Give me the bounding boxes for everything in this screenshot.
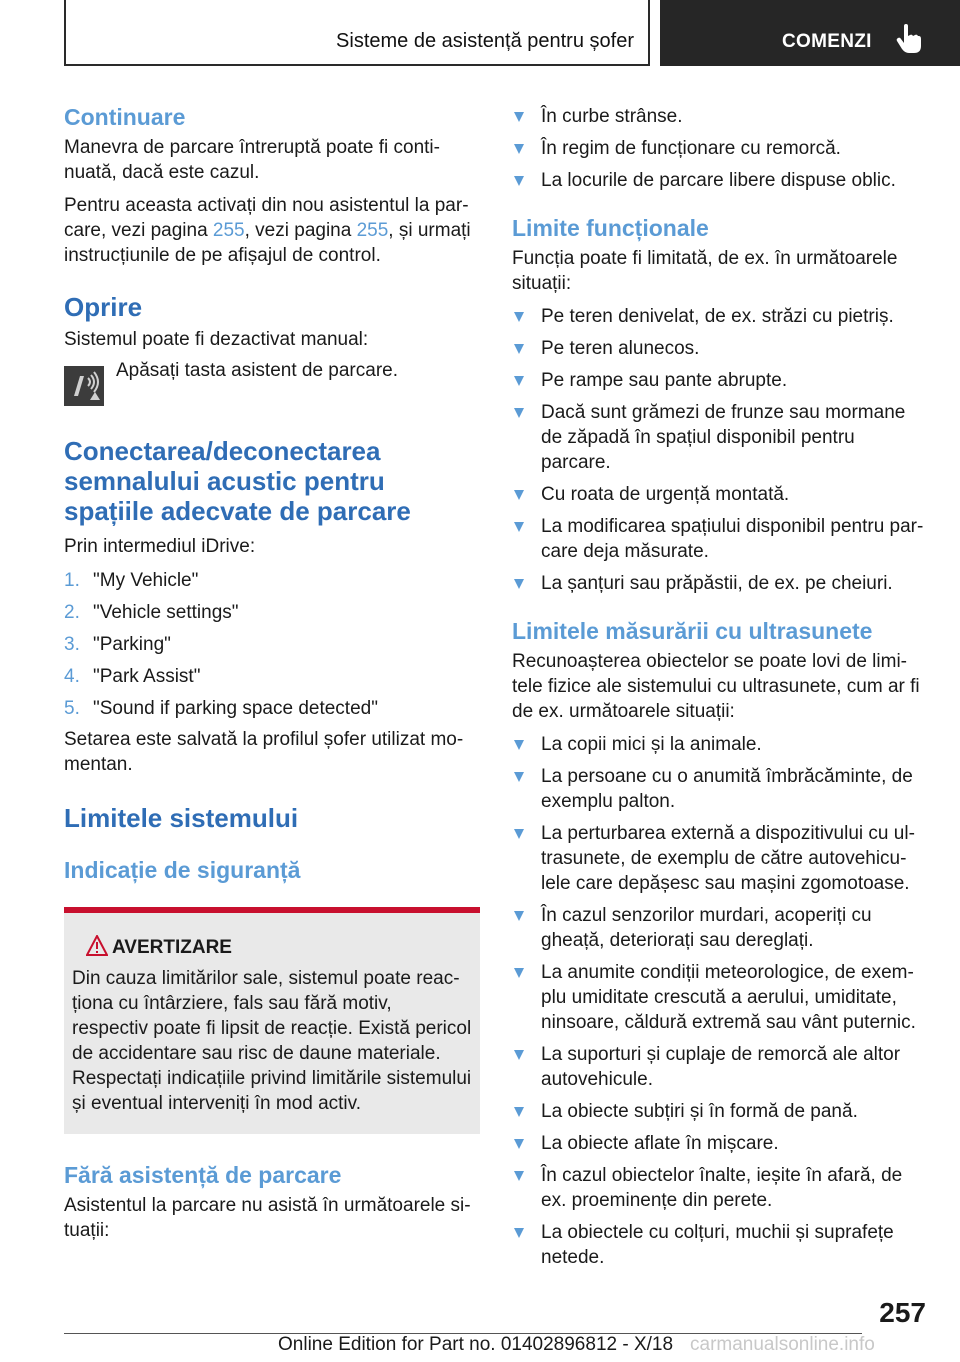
list-item-text: Pe teren alunecos. xyxy=(541,338,700,359)
list-item xyxy=(64,664,480,689)
bullet-triangle-icon xyxy=(514,344,524,354)
active-tab-comenzi[interactable] xyxy=(660,0,960,66)
list-item-text: Dacă sunt grămezi de frunze sau mormane de zăpadă în spațiul disponibil pentru parcare. xyxy=(541,402,906,473)
continuare-paragraph-2 xyxy=(64,193,480,268)
heading-conectarea: Conectarea/deconectarea semnalului acustic pentru spațiile adecvate de parcare xyxy=(64,436,411,526)
list-item xyxy=(64,568,480,593)
bullet-triangle-icon xyxy=(514,522,524,532)
list-item xyxy=(512,960,928,1035)
bullet-triangle-icon xyxy=(514,740,524,750)
list-item-text: La obiectele cu colțuri, muchii și suprafețe netede. xyxy=(541,1222,894,1268)
pointing-hand-icon xyxy=(896,24,922,54)
list-item xyxy=(512,168,928,193)
list-item-text: La șanțuri sau prăpăstii, de ex. pe cheiuri. xyxy=(541,573,893,594)
warning-triangle-icon xyxy=(86,935,108,957)
list-item xyxy=(64,600,480,625)
step-number: 2. xyxy=(64,602,80,623)
list-item xyxy=(64,632,480,657)
list-item-text: În cazul senzorilor murdari, acoperiți cu gheață, deteriorați sau dereglați. xyxy=(541,905,872,951)
step-number: 1. xyxy=(64,570,80,591)
bullet-triangle-icon xyxy=(514,829,524,839)
bullet-triangle-icon xyxy=(514,911,524,921)
left-column xyxy=(64,100,480,1243)
oprire-action-row xyxy=(64,358,480,414)
page-header xyxy=(0,0,960,66)
list-item xyxy=(512,732,928,757)
heading-fara-asistenta: Fără asistență de parcare xyxy=(64,1162,342,1188)
bullet-triangle-icon xyxy=(514,1228,524,1238)
setarea-paragraph: Setarea este salvată la profilul șofer utilizat momentan. xyxy=(64,729,464,775)
warning-title-text: AVERTIZARE xyxy=(112,937,232,958)
list-item-text: La obiecte aflate în mișcare. xyxy=(541,1133,779,1154)
fara-paragraph: Asistentul la parcare nu asistă în următoarele situații: xyxy=(64,1195,471,1241)
list-item xyxy=(512,1042,928,1092)
list-item xyxy=(512,1163,928,1213)
bullet-triangle-icon xyxy=(514,176,524,186)
list-item-text: La suporturi și cuplaje de remorcă ale altor autovehicule. xyxy=(541,1044,901,1090)
heading-limitele-masurarii: Limitele măsurării cu ultrasunete xyxy=(512,618,873,644)
list-item-text: La obiecte subțiri și în formă de pană. xyxy=(541,1101,858,1122)
bullet-triangle-icon xyxy=(514,772,524,782)
step-number: 4. xyxy=(64,666,80,687)
list-item xyxy=(512,764,928,814)
text-span: Pentru aceasta activați din nou asistentul la parcare, vezi pagina xyxy=(64,195,469,241)
bullet-triangle-icon xyxy=(514,968,524,978)
list-item xyxy=(512,514,928,564)
park-assist-button-icon xyxy=(64,366,104,406)
list-item-text: La modificarea spațiului disponibil pentru parcare deja măsurate. xyxy=(541,516,924,562)
bullet-triangle-icon xyxy=(514,1050,524,1060)
text-span: , și urmați instrucțiunile de pe afișajul de control. xyxy=(64,220,471,266)
list-item xyxy=(512,368,928,393)
list-item-text: În curbe strânse. xyxy=(541,106,683,127)
fara-list xyxy=(512,104,928,193)
bullet-triangle-icon xyxy=(514,408,524,418)
bullet-triangle-icon xyxy=(514,376,524,386)
list-item xyxy=(512,304,928,329)
bullet-triangle-icon xyxy=(514,112,524,122)
list-item xyxy=(512,104,928,129)
watermark: carmanualsonline.info xyxy=(690,1334,875,1355)
list-item xyxy=(512,903,928,953)
list-item xyxy=(512,400,928,475)
list-item xyxy=(64,696,480,721)
page-link-255-second[interactable]: 255 xyxy=(356,220,389,241)
list-item-text: La anumite condiții meteorologice, de exemplu umiditate crescută a aerului, umiditate, ninsoare, căldură extremă sau vânt puternic. xyxy=(541,962,916,1033)
step-number: 5. xyxy=(64,698,80,719)
list-item-text: La persoane cu o anumită îmbrăcăminte, de exemplu palton. xyxy=(541,766,913,812)
step-text: "My Vehicle" xyxy=(93,570,199,591)
step-text: "Vehicle settings" xyxy=(93,602,239,623)
step-text: "Sound if parking space detected" xyxy=(93,698,378,719)
list-item-text: În cazul obiectelor înalte, ieșite în afară, de ex. proeminențe din perete. xyxy=(541,1165,903,1211)
bullet-triangle-icon xyxy=(514,312,524,322)
step-text: "Park Assist" xyxy=(93,666,201,687)
warning-box xyxy=(64,907,480,1134)
list-item xyxy=(512,136,928,161)
list-item-text: La perturbarea externă a dispozitivului cu ultrasunete, de exemplu de către autovehiculele care depășesc sau mașini zgomotoase. xyxy=(541,823,915,894)
step-text: "Parking" xyxy=(93,634,171,655)
list-item xyxy=(512,336,928,361)
text-span: , vezi pagina xyxy=(244,220,357,241)
active-tab-label: COMENZI xyxy=(782,31,872,52)
idrive-steps-list xyxy=(64,568,480,721)
step-number: 3. xyxy=(64,634,80,655)
list-item-text: Cu roata de urgență montată. xyxy=(541,484,790,505)
heading-oprire: Oprire xyxy=(64,292,143,322)
heading-continuare: Continuare xyxy=(64,104,186,130)
section-tab-label: Sisteme de asistență pentru șofer xyxy=(336,30,634,52)
bullet-triangle-icon xyxy=(514,1171,524,1181)
list-item xyxy=(512,821,928,896)
bullet-triangle-icon xyxy=(514,144,524,154)
continuare-paragraph-1: Manevra de parcare întreruptă poate fi continuată, dacă este cazul. xyxy=(64,137,440,183)
masurarii-paragraph: Recunoașterea obiectelor se poate lovi de limitele fizice ale sistemului cu ultrasunete, cum ar fi de ex. următoarele situații: xyxy=(512,651,920,722)
page-number: 257 xyxy=(879,1297,926,1328)
list-item xyxy=(512,1099,928,1124)
list-item xyxy=(512,571,928,596)
bullet-triangle-icon xyxy=(514,490,524,500)
warning-title xyxy=(72,935,472,960)
limite-list xyxy=(512,304,928,596)
list-item xyxy=(512,1220,928,1270)
bullet-triangle-icon xyxy=(514,1107,524,1117)
list-item-text: La locurile de parcare libere dispuse oblic. xyxy=(541,170,896,191)
conectarea-paragraph: Prin intermediul iDrive: xyxy=(64,536,256,557)
bullet-triangle-icon xyxy=(514,1139,524,1149)
section-tab[interactable] xyxy=(64,0,650,66)
oprire-paragraph: Sistemul poate fi dezactivat manual: xyxy=(64,329,369,350)
warning-text: Din cauza limitărilor sale, sistemul poate reacționa cu întârziere, fals sau fără motiv, respectiv poate fi lipsit de reacție. Există pericol de accidentare sau risc de daune materiale. Respectați indicațiile privind limitările sistemului și eventual interveniți în mod activ. xyxy=(72,968,472,1114)
list-item xyxy=(512,1131,928,1156)
list-item-text: La copii mici și la animale. xyxy=(541,734,762,755)
heading-indicatie-siguranta: Indicație de siguranță xyxy=(64,857,301,883)
list-item-text: Pe rampe sau pante abrupte. xyxy=(541,370,788,391)
list-item xyxy=(512,482,928,507)
masurarii-list xyxy=(512,732,928,1270)
oprire-action-text: Apăsați tasta asistent de parcare. xyxy=(116,360,398,381)
list-item-text: Pe teren denivelat, de ex. străzi cu pietriș. xyxy=(541,306,894,327)
heading-limitele-sistemului: Limitele sistemului xyxy=(64,803,299,833)
page-link-255[interactable]: 255 xyxy=(212,220,245,241)
limite-paragraph: Funcția poate fi limitată, de ex. în următoarele situații: xyxy=(512,248,898,294)
list-item-text: În regim de funcționare cu remorcă. xyxy=(541,138,841,159)
footer-edition: Online Edition for Part no. 01402896812 - X/18 xyxy=(278,1334,674,1355)
bullet-triangle-icon xyxy=(514,579,524,589)
right-column xyxy=(512,100,928,1270)
heading-limite-functionale: Limite funcționale xyxy=(512,215,709,241)
